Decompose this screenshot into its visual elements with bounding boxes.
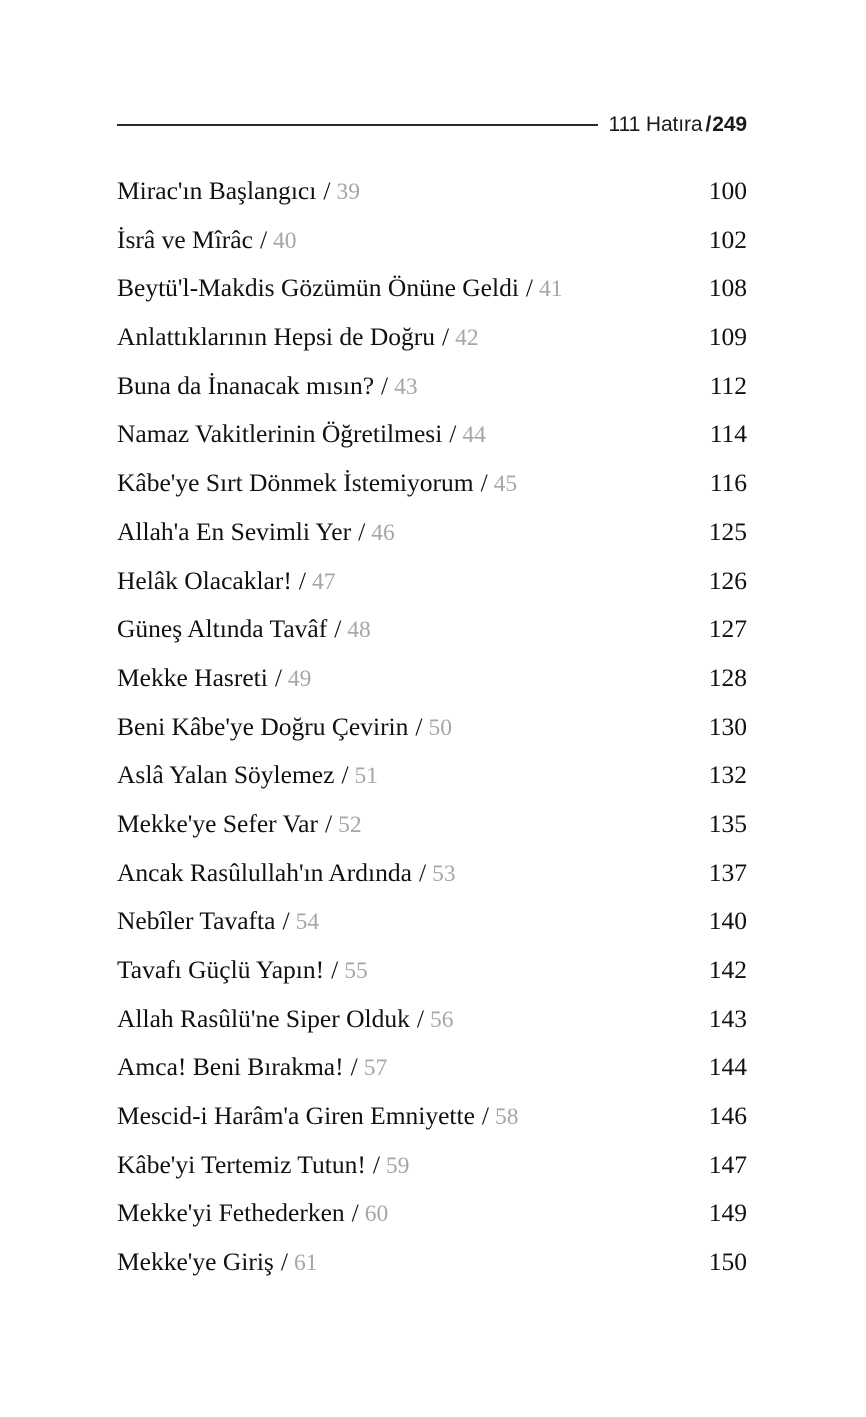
toc-entry-hadith-number: 49 — [287, 665, 312, 692]
toc-entry-page-number: 102 — [708, 224, 747, 254]
toc-entry[interactable] — [117, 995, 747, 1044]
toc-entry-title: Güneş Altında Tavâf — [117, 614, 328, 644]
toc-entry-separator: / — [331, 955, 339, 984]
toc-dot-leader — [322, 904, 687, 930]
toc-entry[interactable] — [117, 654, 747, 703]
toc-entry-separator: / — [415, 711, 423, 741]
toc-entry-separator: / — [481, 1101, 490, 1131]
toc-entry-title: Allah Rasûlü'ne Siper Olduk — [117, 1003, 410, 1033]
toc-entry-separator: / — [416, 1003, 424, 1033]
toc-entry-page-number: 116 — [709, 468, 747, 498]
toc-entry-separator: / — [449, 419, 457, 449]
toc-entry-page-number: 109 — [708, 322, 747, 352]
toc-entry[interactable] — [117, 410, 747, 459]
toc-entry[interactable] — [117, 849, 747, 898]
toc-dot-leader — [320, 1245, 687, 1271]
toc-entry-page-number: 100 — [708, 176, 747, 205]
toc-entry[interactable] — [117, 1043, 747, 1092]
toc-entry[interactable] — [117, 1238, 747, 1287]
toc-entry-title: Mirac'ın Başlangıcı — [117, 176, 317, 205]
toc-entry-title: Buna da İnanacak mısın? — [117, 370, 375, 400]
toc-entry-page-number: 126 — [708, 565, 747, 595]
toc-entry-title: Mescid-i Harâm'a Giren Emniyette — [117, 1101, 475, 1131]
toc-dot-leader — [391, 1196, 687, 1222]
toc-entry[interactable] — [117, 362, 747, 411]
toc-entry-hadith-number: 53 — [432, 860, 456, 887]
toc-entry-hadith-number: 60 — [364, 1201, 389, 1228]
toc-entry-separator: / — [372, 1149, 380, 1179]
toc-entry-title: Anlattıklarının Hepsi de Doğru — [117, 322, 435, 352]
toc-entry-separator: / — [280, 1247, 288, 1277]
toc-dot-leader — [365, 806, 687, 832]
toc-entry-title: Beni Kâbe'ye Doğru Çevirin — [117, 711, 409, 741]
toc-entry-page-number: 130 — [708, 711, 747, 741]
toc-entry-page-number: 127 — [708, 614, 747, 644]
running-header — [117, 106, 747, 142]
toc-dot-leader — [459, 855, 687, 881]
header-separator: / — [705, 112, 712, 136]
toc-dot-leader — [522, 1099, 687, 1125]
toc-entry-title: Kâbe'ye Sırt Dönmek İstemiyorum — [117, 468, 474, 498]
toc-entry[interactable] — [117, 1141, 747, 1190]
toc-entry[interactable] — [117, 167, 747, 216]
toc-entry-separator: / — [324, 808, 333, 838]
toc-dot-leader — [489, 417, 687, 443]
toc-entry-page-number: 137 — [708, 857, 747, 887]
toc-entry-title: Mekke'ye Sefer Var — [117, 808, 318, 838]
toc-entry-page-number: 142 — [708, 955, 747, 984]
toc-dot-leader — [482, 320, 687, 346]
toc-entry-hadith-number: 59 — [385, 1152, 410, 1179]
toc-entry[interactable] — [117, 313, 747, 362]
header-page-number: 249 — [712, 112, 747, 136]
toc-dot-leader — [456, 1001, 687, 1027]
toc-entry[interactable] — [117, 946, 747, 995]
toc-entry-separator: / — [323, 176, 331, 205]
toc-entry[interactable] — [117, 459, 747, 508]
toc-entry-hadith-number: 48 — [347, 617, 371, 644]
toc-entry-page-number: 114 — [709, 419, 747, 449]
toc-entry-page-number: 135 — [708, 808, 747, 838]
toc-entry-title: Helâk Olacaklar! — [117, 565, 292, 595]
toc-entry-title: Mekke'ye Giriş — [117, 1247, 274, 1277]
toc-entry[interactable] — [117, 1189, 747, 1238]
toc-dot-leader — [371, 953, 687, 979]
toc-entry-page-number: 112 — [709, 370, 747, 400]
toc-entry-hadith-number: 47 — [311, 568, 336, 595]
header-rule — [117, 124, 598, 126]
toc-entry-hadith-number: 43 — [394, 373, 418, 400]
toc-entry-page-number: 149 — [708, 1198, 747, 1228]
toc-entry-separator: / — [441, 322, 450, 352]
toc-entry-title: Mekke Hasreti — [117, 662, 268, 692]
toc-dot-leader — [374, 612, 687, 638]
toc-entry-title: Kâbe'yi Tertemiz Tutun! — [117, 1149, 366, 1179]
toc-entry-page-number: 147 — [708, 1149, 747, 1179]
toc-dot-leader — [381, 758, 687, 784]
toc-entry-hadith-number: 56 — [429, 1006, 454, 1033]
toc-entry-page-number: 146 — [708, 1101, 747, 1131]
toc-dot-leader — [455, 709, 687, 735]
toc-entry-hadith-number: 55 — [344, 958, 368, 984]
toc-dot-leader — [412, 1147, 687, 1173]
header-book-title: 111 Hatıra — [608, 112, 703, 136]
toc-entry-title: Nebîler Tavafta — [117, 906, 276, 936]
toc-dot-leader — [421, 368, 687, 394]
toc-entry-page-number: 132 — [708, 760, 747, 790]
toc-entry-title: Namaz Vakitlerinin Öğretilmesi — [117, 419, 443, 449]
toc-entry[interactable] — [117, 897, 747, 946]
table-of-contents — [117, 167, 747, 1287]
toc-entry[interactable] — [117, 508, 747, 557]
toc-entry-hadith-number: 45 — [493, 471, 518, 498]
toc-entry-separator: / — [341, 760, 349, 790]
toc-entry-hadith-number: 61 — [293, 1250, 318, 1277]
toc-entry[interactable] — [117, 703, 747, 752]
toc-dot-leader — [390, 1050, 687, 1076]
toc-entry[interactable] — [117, 800, 747, 849]
toc-entry-page-number: 144 — [708, 1052, 747, 1082]
toc-entry-hadith-number: 58 — [495, 1104, 519, 1131]
toc-entry-separator: / — [381, 370, 389, 400]
toc-entry-hadith-number: 50 — [428, 714, 452, 741]
toc-entry-separator: / — [351, 1198, 359, 1228]
toc-entry-hadith-number: 42 — [455, 325, 479, 352]
toc-entry-page-number: 128 — [708, 662, 747, 692]
toc-dot-leader — [300, 222, 687, 248]
toc-entry-hadith-number: 40 — [273, 227, 297, 254]
toc-entry-hadith-number: 52 — [338, 811, 362, 838]
toc-entry-separator: / — [259, 224, 268, 254]
toc-dot-leader — [566, 271, 687, 297]
toc-entry-separator: / — [298, 565, 306, 595]
toc-entry-title: İsrâ ve Mîrâc — [117, 224, 253, 254]
toc-entry-hadith-number: 46 — [371, 519, 395, 546]
toc-entry[interactable] — [117, 751, 747, 800]
toc-entry-title: Amca! Beni Bırakma! — [117, 1052, 344, 1082]
toc-entry-title: Allah'a En Sevimli Yer — [117, 516, 352, 546]
toc-entry-page-number: 108 — [708, 273, 747, 303]
toc-entry-hadith-number: 39 — [336, 179, 360, 205]
toc-entry[interactable] — [117, 605, 747, 654]
toc-dot-leader — [314, 660, 687, 686]
toc-entry-title: Ancak Rasûlullah'ın Ardında — [117, 857, 412, 887]
toc-entry[interactable] — [117, 557, 747, 606]
toc-entry-hadith-number: 51 — [354, 763, 379, 790]
toc-dot-leader — [338, 563, 687, 589]
toc-entry-title: Beytü'l-Makdis Gözümün Önüne Geldi — [117, 273, 519, 303]
toc-entry-separator: / — [480, 468, 488, 498]
toc-entry[interactable] — [117, 264, 747, 313]
toc-dot-leader — [398, 514, 687, 540]
toc-entry-title: Mekke'yi Fethederken — [117, 1198, 345, 1228]
toc-entry-page-number: 125 — [708, 516, 747, 546]
toc-dot-leader — [363, 174, 687, 200]
toc-entry-separator: / — [525, 273, 534, 303]
toc-entry-separator: / — [282, 906, 290, 936]
toc-dot-leader — [520, 466, 687, 492]
toc-entry-hadith-number: 44 — [462, 422, 486, 449]
toc-entry-separator: / — [334, 614, 342, 644]
toc-entry-hadith-number: 57 — [363, 1055, 388, 1082]
toc-entry-title: Aslâ Yalan Söylemez — [117, 760, 335, 790]
toc-entry[interactable] — [117, 216, 747, 265]
toc-entry[interactable] — [117, 1092, 747, 1141]
toc-entry-separator: / — [350, 1052, 358, 1082]
toc-entry-title: Tavafı Güçlü Yapın! — [117, 955, 325, 984]
toc-entry-page-number: 143 — [708, 1003, 747, 1033]
toc-entry-separator: / — [418, 857, 427, 887]
toc-entry-hadith-number: 41 — [539, 276, 563, 303]
toc-entry-hadith-number: 54 — [295, 909, 320, 936]
toc-entry-page-number: 140 — [708, 906, 747, 936]
header-text — [609, 114, 747, 135]
toc-entry-separator: / — [274, 662, 282, 692]
toc-entry-page-number: 150 — [708, 1247, 747, 1277]
toc-entry-separator: / — [358, 516, 366, 546]
